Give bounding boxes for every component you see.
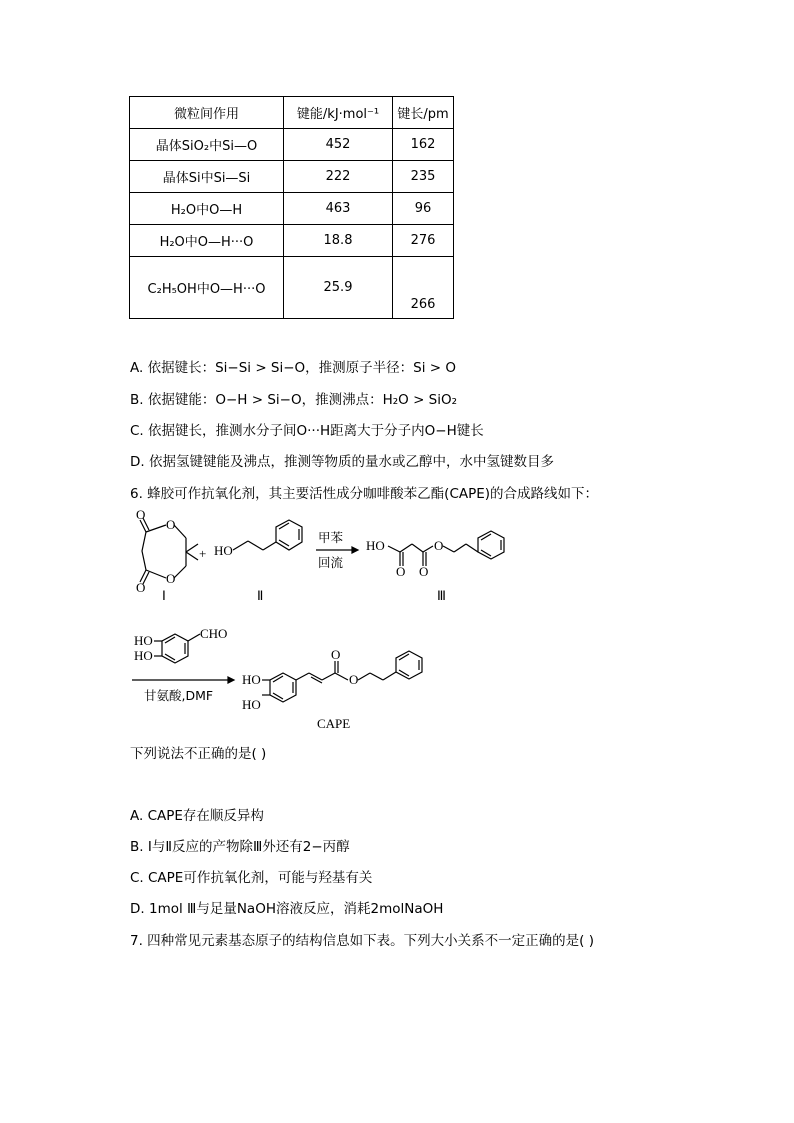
cape-hydroxyl-2: HO <box>242 697 261 712</box>
table-cell-length: 235 <box>393 161 454 193</box>
label-compound-ii: Ⅱ <box>257 588 264 603</box>
compound-i-carbonyl-o-bottom: O <box>136 580 146 595</box>
table-cell-energy: 452 <box>284 129 393 161</box>
cape-ester-o: O <box>349 672 359 687</box>
label-cape: CAPE <box>317 716 351 731</box>
label-compound-iii: Ⅲ <box>437 588 446 603</box>
q6-option-d: D. 1mol Ⅲ与足量NaOH溶液反应，消耗2molNaOH <box>130 901 444 917</box>
table-row <box>130 257 454 319</box>
table-row <box>130 193 454 225</box>
table-cell-length: 276 <box>393 225 454 257</box>
table-cell-energy: 18.8 <box>284 225 393 257</box>
q5-option-d: D. 依据氢键键能及沸点，推测等物质的量水或乙醇中，水中氢键数目多 <box>130 454 554 470</box>
cape-hydroxyl-1: HO <box>242 672 261 687</box>
table-cell-interaction: 晶体SiO₂中Si—O <box>130 129 284 161</box>
table-cell-length: 96 <box>393 193 454 225</box>
q6-prompt: 下列说法不正确的是( ) <box>130 746 267 762</box>
compound-iii-carbonyl-o-2: O <box>419 564 429 579</box>
compound-iii-ester-o: O <box>434 538 444 553</box>
table-row <box>130 161 454 193</box>
table-cell-energy: 463 <box>284 193 393 225</box>
table-cell-interaction: H₂O中O—H···O <box>130 225 284 257</box>
bond-data-table <box>129 96 454 319</box>
condition-reflux: 回流 <box>318 555 344 570</box>
condition-glycine-dmf: 甘氨酸,DMF <box>144 688 214 703</box>
compound-ii-hydroxyl: HO <box>214 543 233 558</box>
q7-stem: 7. 四种常见元素基态原子的结构信息如下表。下列大小关系不一定正确的是( ) <box>130 933 594 949</box>
condition-toluene: 甲苯 <box>318 530 344 545</box>
q5-option-a: A. 依据键长：Si−Si > Si−O，推测原子半径：Si > O <box>130 360 457 376</box>
compound-i-ring-o-top: O <box>166 517 176 532</box>
table-cell-interaction: 晶体Si中Si—Si <box>130 161 284 193</box>
compound-i-carbonyl-o-top: O <box>136 510 146 522</box>
reagent-hydroxyl-2: HO <box>134 648 153 663</box>
q6-option-b: B. Ⅰ与Ⅱ反应的产物除Ⅲ外还有2−丙醇 <box>130 839 350 855</box>
q5-option-b: B. 依据键能：O−H > Si−O，推测沸点：H₂O > SiO₂ <box>130 392 458 408</box>
label-compound-i: Ⅰ <box>162 588 166 603</box>
compound-i-ring-o-bottom: O <box>166 571 176 586</box>
table-cell-length: 266 <box>393 257 454 319</box>
compound-iii-carbonyl-o-1: O <box>396 564 406 579</box>
q6-option-c: C. CAPE可作抗氧化剂，可能与羟基有关 <box>130 870 373 886</box>
table-cell-interaction: H₂O中O—H <box>130 193 284 225</box>
table-cell-interaction: C₂H₅OH中O—H···O <box>130 257 284 319</box>
table-row <box>130 225 454 257</box>
reagent-hydroxyl-1: HO <box>134 633 153 648</box>
cape-carbonyl-o: O <box>331 647 341 662</box>
table-row <box>130 129 454 161</box>
compound-i-ring-left <box>142 532 146 570</box>
table-cell-energy: 25.9 <box>284 257 393 319</box>
q5-option-c: C. 依据键长，推测水分子间O···H距离大于分子内O−H键长 <box>130 423 484 439</box>
table-cell-energy: 222 <box>284 161 393 193</box>
table-cell-length: 162 <box>393 129 454 161</box>
table-header-energy: 键能/kJ·mol⁻¹ <box>284 97 393 129</box>
plus-sign: + <box>199 546 207 561</box>
table-header-interaction: 微粒间作用 <box>130 97 284 129</box>
cape-synthesis-scheme <box>120 510 540 740</box>
reagent-aldehyde: CHO <box>200 626 228 641</box>
table-header-length: 键长/pm <box>393 97 454 129</box>
compound-iii-hydroxyl: HO <box>366 538 385 553</box>
q6-option-a: A. CAPE存在顺反异构 <box>130 808 264 824</box>
q6-stem: 6. 蜂胶可作抗氧化剂，其主要活性成分咖啡酸苯乙酯(CAPE)的合成路线如下： <box>130 486 599 502</box>
